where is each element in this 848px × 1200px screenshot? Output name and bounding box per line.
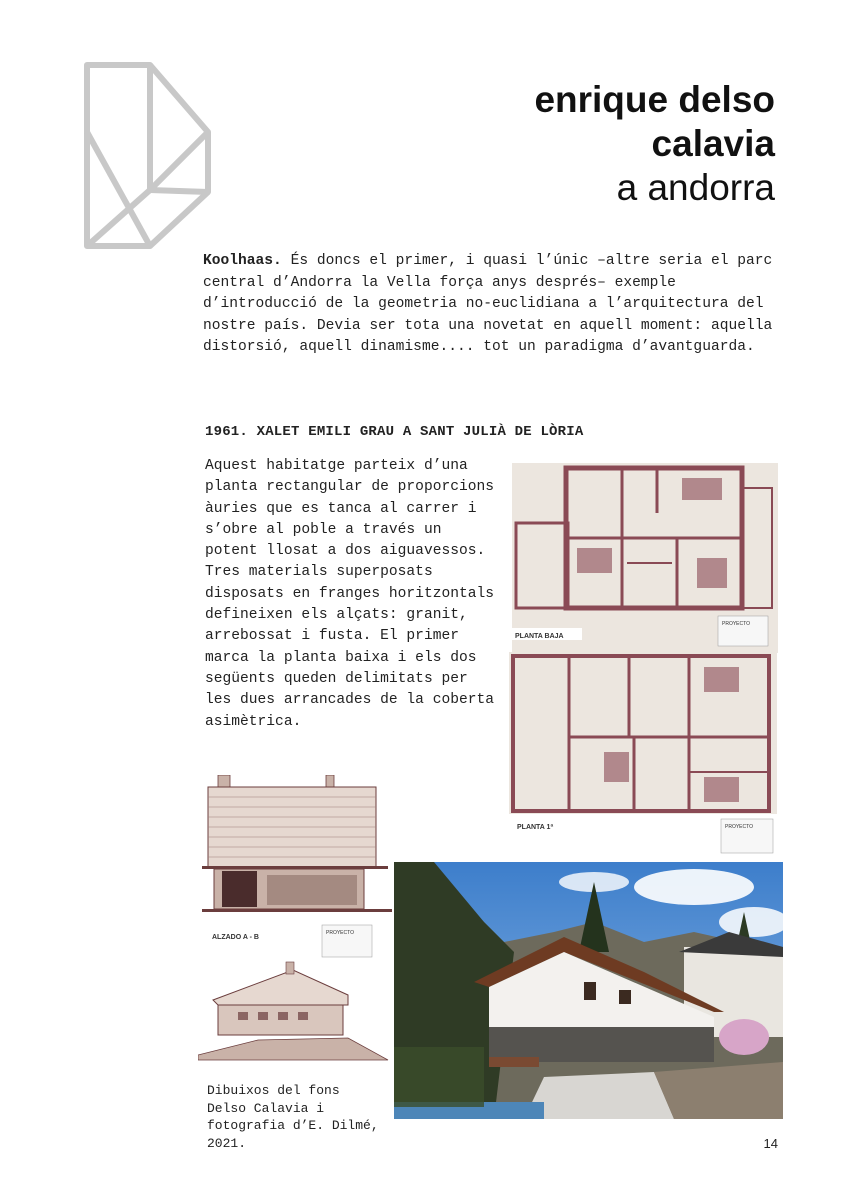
- first-floor-plan: [509, 652, 777, 857]
- intro-text: És doncs el primer, i quasi l’únic –altre seria el parc central d’Andorra la Vella força anys després– exemple d’introducció de la geometria no-euclidiana a l’arquitectura del nostre país. Devia ser tota una novetat en aquell moment: aquella distorsió, aquell dinamisme.... tot un paradigma d’avantguarda.: [203, 253, 773, 355]
- page-title: [534, 78, 775, 210]
- intro-lead: Koolhaas.: [203, 253, 282, 269]
- house-photograph: [394, 862, 783, 1119]
- title-line-2: calavia: [651, 123, 775, 164]
- ground-floor-plan: [512, 463, 778, 653]
- elevation-drawing: [202, 775, 392, 960]
- plan1-stamp: PROYECTO: [722, 621, 750, 627]
- side-elevation-drawing: [198, 960, 393, 1065]
- title-line-3: a andorra: [616, 167, 775, 208]
- elevation-label: ALZADO A - B: [212, 934, 259, 941]
- plan2-label: PLANTA 1ª: [517, 824, 554, 831]
- intro-paragraph: [203, 251, 775, 359]
- section-heading: 1961. XALET EMILI GRAU A SANT JULIÀ DE LÒRIA: [205, 424, 584, 440]
- title-line-1: enrique delso: [534, 79, 775, 120]
- figure-caption: Dibuixos del fons Delso Calavia i fotografia d’E. Dilmé, 2021.: [207, 1083, 379, 1151]
- page-number: 14: [763, 1136, 778, 1151]
- plan2-stamp: PROYECTO: [725, 824, 753, 830]
- plan1-label: PLANTA BAJA: [515, 633, 564, 640]
- logo-icon: [82, 60, 214, 250]
- section-body: Aquest habitatge parteix d’una planta rectangular de proporcions àuries que es tanca al carrer i s’obre al poble a través un potent llosat a dos aiguavessos. Tres materials superposats disposats en franges horitzontals defineixen els alçats: granit, arrebossat i fusta. El primer marca la planta baixa i els dos següents queden delimitats per les dues arrancades de la coberta asimètrica.: [205, 458, 495, 730]
- elevation-stamp: PROYECTO: [326, 930, 354, 936]
